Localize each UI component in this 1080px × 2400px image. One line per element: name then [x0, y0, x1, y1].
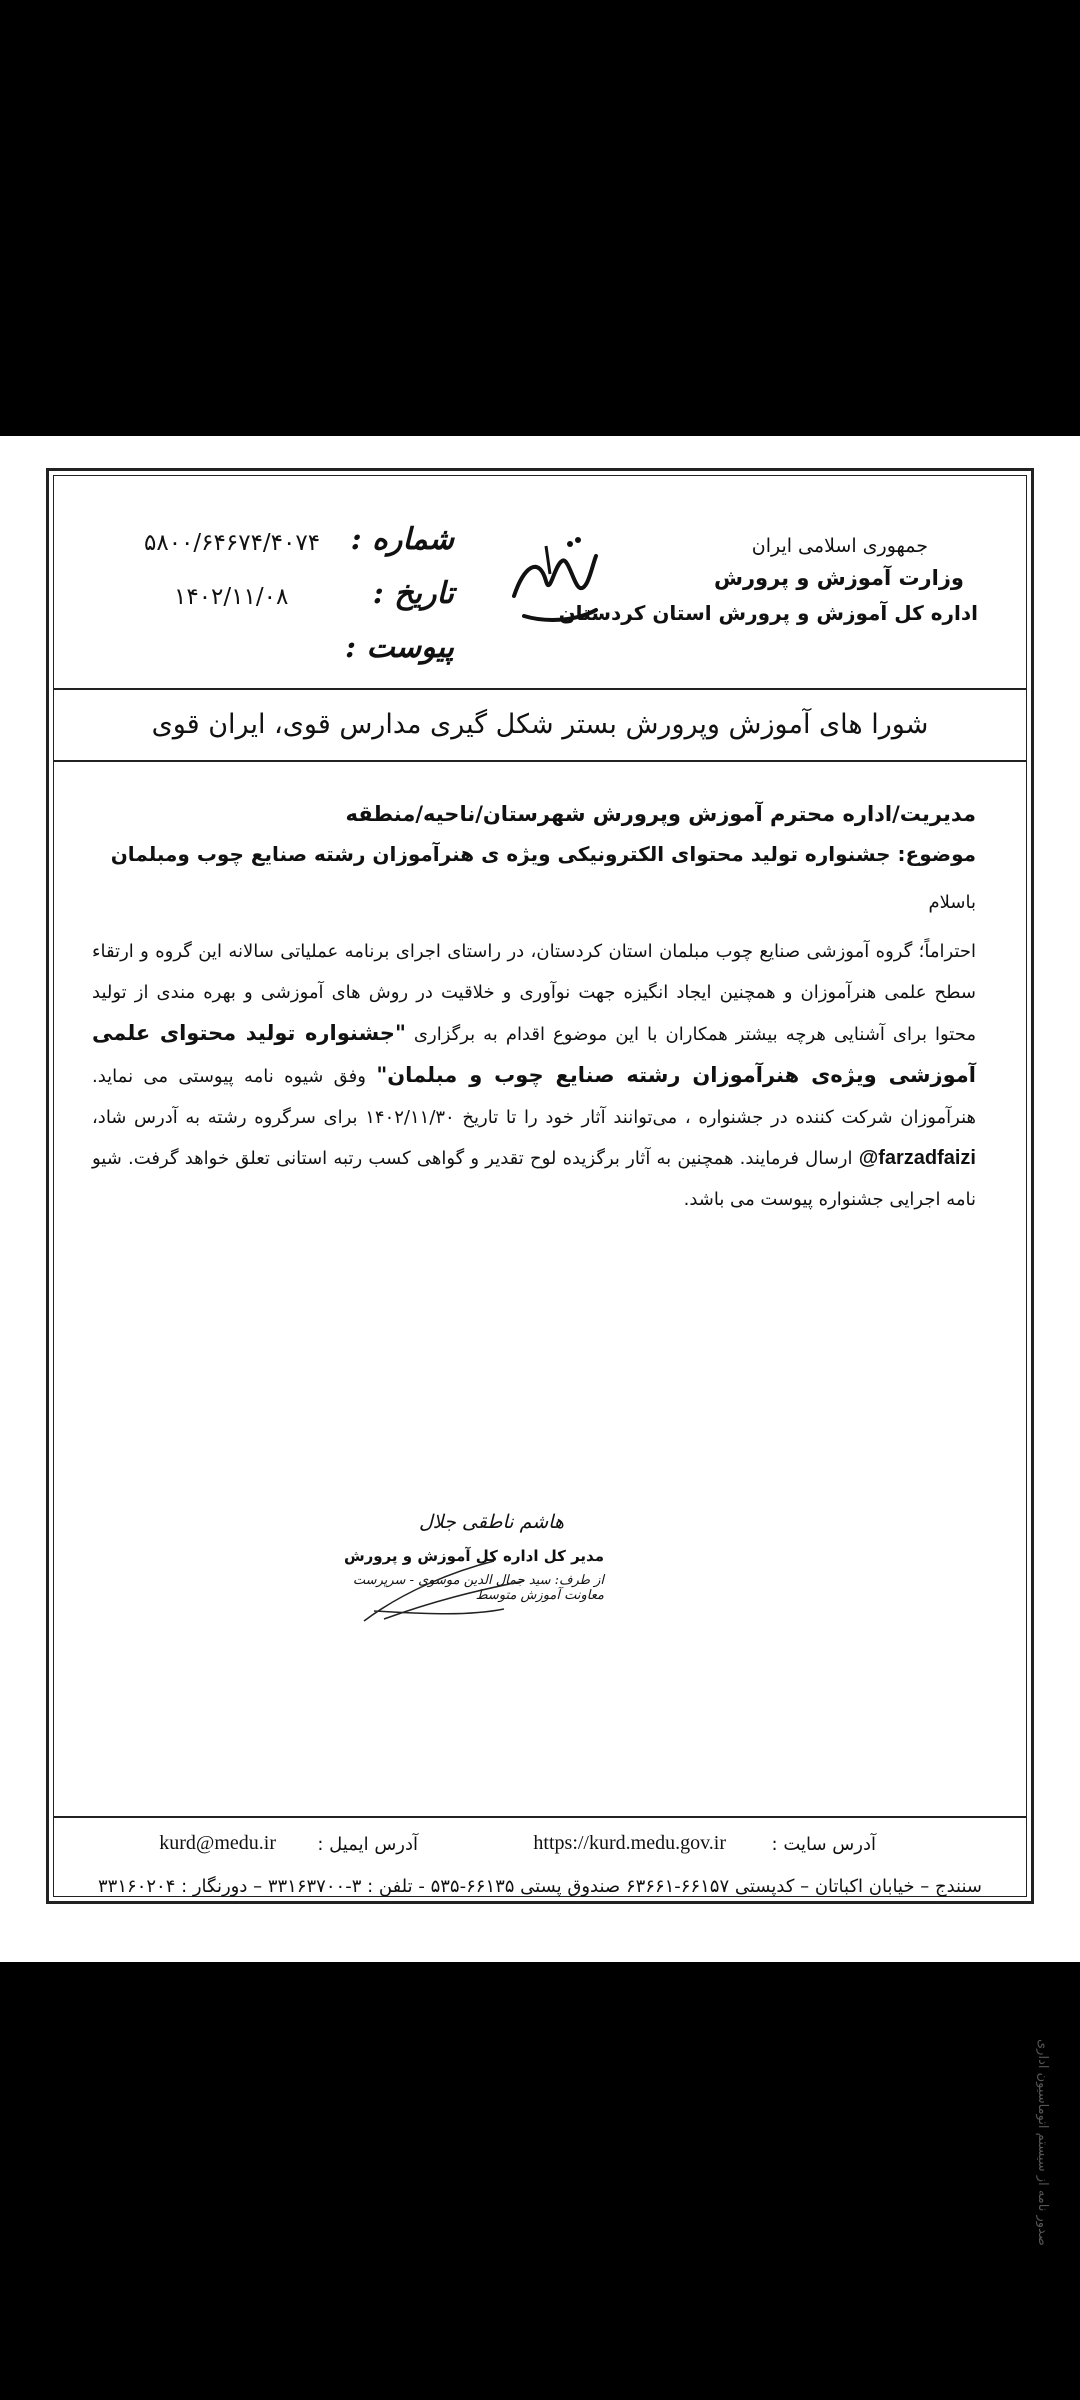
footer-contacts: [54, 1828, 1026, 1866]
footer-divider: [54, 1816, 1026, 1818]
calligraphy-icon: [484, 526, 624, 636]
paragraph-text-2: وفق شیوه نامه پیوستی می نماید. هنرآموزان شرکت کننده در جشنواره ، می‌توانند آثار خود را تا تاریخ ۱۴۰۲/۱۱/۳۰ برای سرگروه رشته به آدرس شاد،: [92, 1066, 976, 1128]
site-label: آدرس سایت :: [771, 1834, 876, 1855]
letter-frame: [46, 468, 1034, 1904]
subject-line: موضوع: جشنواره تولید محتوای الکترونیکی ویژه ی هنرآموزان رشته صنایع چوب ومبلمان: [110, 842, 976, 866]
ministry-line-2: وزارت آموزش و پرورش: [713, 566, 964, 590]
header-divider: [54, 688, 1026, 690]
festival-title: "جشنواره تولید محتوای علمی آموزشی ویژه‌ی هنرآموزان رشته صنایع چوب و مبلمان": [92, 1021, 976, 1087]
date-value: ۱۴۰۲/۱۱/۰۸: [174, 584, 289, 610]
paragraph-text-3: ارسال فرمایند. همچنین به آثار برگزیده لوح تقدیر و گواهی کسب رتبه استانی تعلق خواهد گرفت. شیو نامه اجرایی جشنواره پیوست می باشد.: [92, 1148, 976, 1210]
email-label: آدرس ایمیل :: [317, 1834, 418, 1855]
main-paragraph: [92, 931, 976, 1220]
automation-side-stamp: صدور نامه از سیستم اتوماسیون اداری: [1035, 2039, 1050, 2246]
greeting: باسلام: [928, 892, 976, 913]
site-link[interactable]: https://kurd.medu.gov.ir: [533, 1832, 726, 1854]
ministry-line-1: جمهوری اسلامی ایران: [751, 535, 928, 557]
signatory-note: از طرف: سید جمال الدین موسوی - سرپرست معاونت آموزش متوسط: [352, 1573, 604, 1603]
letter-page: [0, 436, 1080, 2246]
attachment-row: [114, 624, 454, 678]
date-label: تاریخ :: [372, 576, 454, 611]
number-value: ۵۸۰۰/۶۴۶۷۴/۴۰۷۴: [144, 530, 321, 556]
signature-block: [334, 1511, 604, 1603]
number-row: [114, 516, 454, 570]
date-row: [114, 570, 454, 624]
letter-inner-frame: [53, 475, 1027, 1897]
letter-footer: [54, 1828, 1026, 1897]
signatory-name: هاشم ناطقی جلال: [419, 1511, 564, 1533]
paragraph-text-1: احتراماً؛ گروه آموزشی صنایع چوب مبلمان استان کردستان، در راستای اجرای برنامه عملیاتی سالانه این گروه و ارتقاء سطح علمی هنرآموزان و همچنین ایجاد انگیزه جهت نوآوری و خلاقیت در روش های آموزشی و بهره مندی از تولید محتوا برای آشنایی هرچه بیشتر همکاران با این موضوع اقدام به برگزاری: [92, 941, 976, 1045]
ministry-line-3: اداره کل آموزش و پرورش استان کردستان: [558, 601, 978, 625]
banner-slogan: شورا های آموزش وپرورش بستر شکل گیری مدارس قوی، ایران قوی: [151, 709, 929, 740]
banner-divider: [54, 760, 1026, 762]
email-link[interactable]: kurd@medu.ir: [159, 1832, 276, 1854]
addressee: مدیریت/اداره محترم آموزش وپرورش شهرستان/ناحیه/منطقه: [345, 802, 976, 826]
number-label: شماره :: [350, 522, 454, 557]
signatory-title: مدیر کل اداره کل آموزش و پرورش: [343, 1547, 604, 1565]
shad-handle: @farzadfaizi: [858, 1147, 976, 1169]
bismillah-calligraphy: [484, 526, 624, 636]
letter-meta: [114, 516, 454, 678]
attachment-label: پیوست :: [344, 630, 454, 665]
letter-body: [92, 776, 976, 1220]
signature-scribble-icon: [344, 1551, 554, 1631]
postal-address: سنندج – خیابان اکباتان – کدپستی ۶۶۱۵۷-۶۳۶۶۱ صندوق پستی ۶۶۱۳۵-۵۳۵ - تلفن : ۳-۳۳۱۶۳۷۰۰ – دورنگار : ۳۳۱۶۰۲۰۴: [98, 1876, 982, 1897]
